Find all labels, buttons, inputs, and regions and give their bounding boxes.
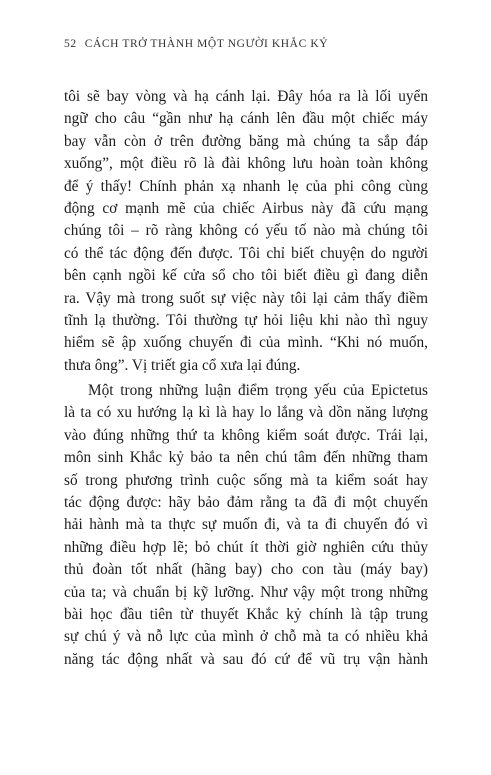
paragraph-1 — [64, 86, 428, 377]
running-header — [64, 38, 328, 50]
text-line: môn sinh Khắc kỷ bảo ta nên chú tâm đến những tham — [64, 449, 428, 467]
paragraph-2 — [64, 380, 428, 671]
text-line: bên cạnh ngồi kế cửa sổ cho tôi biết điều gì đang diễn — [64, 267, 428, 285]
text-line: có thể tác động đến được. Tôi chỉ biết chuyện do người — [64, 244, 428, 262]
page-number: 52 — [64, 38, 77, 50]
text-line: động cơ mạnh mẽ của chiếc Airbus này đã cứu mạng — [64, 199, 428, 217]
text-line: tôi sẽ bay vòng và hạ cánh lại. Đây hóa ra là lối uyển — [64, 88, 428, 105]
text-line: thưa ông”. Vị triết gia cổ xưa lại đúng. — [64, 356, 301, 374]
text-line: hải hành mà ta thực sự muốn đi, và ta đi chuyến đó vì — [64, 516, 428, 534]
text-line: bài học đầu tiên từ thuyết Khắc kỷ chính là tập trung — [64, 605, 428, 623]
text-line: tác động được: hãy bảo đảm rằng ta đã đi một chuyến — [64, 494, 428, 512]
text-line: bay vẫn còn ở trên đường băng mà chúng ta sắp đáp — [64, 132, 428, 150]
text-line: tĩnh lạ thường. Tôi thường tự hỏi liệu khi nào thì nguy — [64, 311, 428, 329]
text-line: là ta có xu hướng lạ kì là hay lo lắng và dồn năng lượng — [64, 404, 428, 422]
text-line: số trong phương trình cuộc sống mà ta kiểm soát hay — [64, 471, 428, 489]
book-title: CÁCH TRỞ THÀNH MỘT NGƯỜI KHẮC KỶ — [84, 38, 329, 50]
text-line: xuống”, một điều rõ là đài không lưu hoàn toàn không — [64, 155, 428, 173]
text-line: thủ đoàn tốt nhất (hãng bay) cho con tàu (máy bay) — [64, 561, 428, 579]
text-line: ra. Vậy mà trong suốt sự việc này tôi lại cảm thấy điềm — [64, 289, 428, 307]
text-line: chúng tôi – rõ ràng không có yếu tố nào mà chúng tôi — [64, 222, 428, 240]
text-line: những điều hợp lẽ; bỏ chút ít thời giờ nghiên cứu thủy — [64, 538, 428, 556]
text-line: để ý thấy! Chính phản xạ nhanh lẹ của phi công cùng — [64, 177, 428, 195]
text-line: hiểm sẽ ập xuống chuyến đi của mình. “Khi nó muốn, — [64, 334, 428, 352]
text-line: Một trong những luận điểm trọng yếu của Epictetus — [88, 382, 428, 400]
text-line: ngữ cho câu “gần như hạ cánh lên đầu một chiếc máy — [64, 110, 428, 128]
text-line: sự chú ý và nỗ lực của mình ở chỗ mà ta có nhiều khả — [64, 628, 428, 646]
text-line: vào đúng những thứ ta không kiểm soát được. Trái lại, — [64, 426, 428, 444]
text-line: của ta; và chuẩn bị kỹ lưỡng. Như vậy một trong những — [64, 583, 428, 601]
body-text — [64, 86, 428, 671]
text-line: năng tác động nhất và sau đó cứ để vũ trụ vận hành — [64, 650, 428, 668]
